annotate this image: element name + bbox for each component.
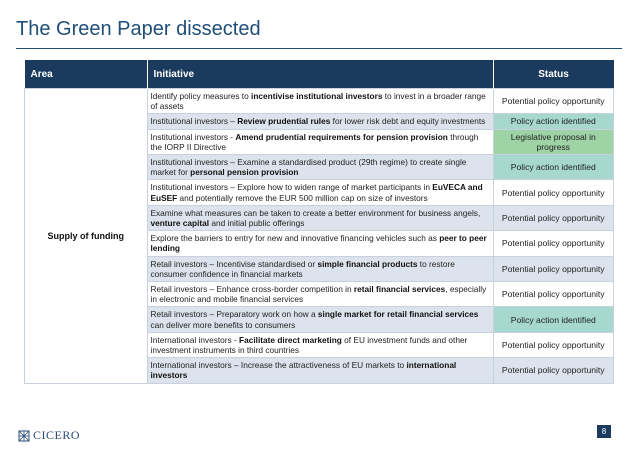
- status-cell: Potential policy opportunity: [493, 231, 614, 256]
- initiative-text: Examine what measures can be taken to create a better environment for business angels,: [150, 207, 481, 218]
- initiative-text: Institutional investors – Explore how to widen range of market participants in: [150, 182, 433, 193]
- initiative-cell: [147, 256, 493, 281]
- initiative-keyword: venture capital: [150, 218, 210, 229]
- initiative-text: can deliver more benefits to consumers: [150, 319, 296, 330]
- initiative-keyword: EuVECA and EuSEF: [150, 182, 483, 203]
- status-cell: Policy action identified: [493, 114, 614, 129]
- initiative-text: International investors – Increase the attractiveness of EU markets to: [150, 360, 407, 371]
- initiative-text: and potentially remove the EUR 500 million cap on size of investors: [177, 192, 428, 203]
- initiative-text: through the IORP II Directive: [150, 131, 479, 152]
- cicero-logo: [18, 428, 80, 443]
- initiative-text: Retail investors – Enhance cross-border competition in: [150, 284, 354, 295]
- initiative-cell: [147, 332, 493, 357]
- header-status: Status: [493, 60, 614, 89]
- initiative-text: International investors -: [150, 334, 240, 345]
- status-cell: Policy action identified: [493, 307, 614, 332]
- table-body: [25, 89, 614, 384]
- header-area: Area: [25, 60, 148, 89]
- logo-text: CICERO: [33, 428, 81, 442]
- initiative-text: for lower risk debt and equity investments: [330, 116, 486, 127]
- status-cell: Potential policy opportunity: [493, 282, 614, 307]
- status-cell: Potential policy opportunity: [493, 358, 614, 383]
- initiative-text: Institutional investors -: [150, 131, 236, 142]
- initiative-keyword: international investors: [150, 360, 457, 381]
- initiative-cell: [147, 129, 493, 154]
- initiative-cell: [147, 180, 493, 205]
- initiative-keyword: retail financial services: [353, 284, 446, 295]
- area-cell: Supply of funding: [25, 89, 148, 384]
- initiative-cell: [147, 114, 493, 129]
- page-title: The Green Paper dissected: [16, 18, 261, 40]
- initiative-cell: [147, 231, 493, 256]
- initiative-text: Institutional investors –: [150, 116, 238, 127]
- initiative-keyword: Facilitate direct marketing: [239, 334, 342, 345]
- initiative-text: , especially in electronic and mobile financial services: [150, 284, 487, 305]
- status-cell: Potential policy opportunity: [493, 180, 614, 205]
- initiative-text: of EU investment funds and other investment instruments in third countries: [150, 334, 468, 356]
- title-divider: [16, 48, 622, 49]
- initiative-cell: [147, 282, 493, 307]
- initiative-cell: [147, 307, 493, 332]
- initiative-keyword: peer to peer lending: [150, 233, 487, 254]
- initiative-keyword: personal pension provision: [190, 167, 299, 178]
- status-cell: Potential policy opportunity: [493, 256, 614, 281]
- initiative-text: Identify policy measures to: [150, 91, 252, 101]
- initiative-cell: [147, 205, 493, 230]
- initiative-keyword: single market for retail financial services: [317, 309, 479, 320]
- initiative-text: to restore consumer confidence in financial markets: [150, 258, 455, 279]
- initiative-text: Institutional investors – Examine a standardised product (29th regime) to create single market for: [150, 157, 467, 178]
- initiative-keyword: Review prudential rules: [237, 116, 331, 127]
- initiative-keyword: Amend prudential requirements for pension provision: [235, 131, 448, 142]
- initiative-text: Retail investors – Incentivise standardised or: [150, 258, 318, 269]
- header-initiative: Initiative: [147, 60, 493, 89]
- status-cell: Legislative proposal in progress: [493, 129, 614, 154]
- cicero-logo-icon: [18, 430, 30, 442]
- initiative-text: Retail investors – Preparatory work on how a: [150, 309, 318, 320]
- table-header-row: [25, 60, 614, 89]
- initiatives-table: [24, 60, 614, 384]
- initiative-text: Explore the barriers to entry for new and innovative financing vehicles such as: [150, 233, 440, 244]
- status-cell: Policy action identified: [493, 155, 614, 180]
- initiative-text: and initial public offerings: [209, 218, 305, 229]
- initiative-cell: [147, 358, 493, 383]
- page-number: 8: [597, 425, 611, 438]
- initiative-keyword: incentivise institutional investors: [251, 91, 383, 101]
- status-cell: Potential policy opportunity: [493, 205, 614, 230]
- initiative-keyword: simple financial products: [317, 258, 418, 269]
- initiative-cell: [147, 155, 493, 180]
- table-row: [25, 89, 614, 114]
- status-cell: Potential policy opportunity: [493, 332, 614, 357]
- initiative-text: to invest in a broader range of assets: [150, 91, 486, 112]
- initiative-cell: [147, 89, 493, 114]
- status-cell: Potential policy opportunity: [493, 89, 614, 114]
